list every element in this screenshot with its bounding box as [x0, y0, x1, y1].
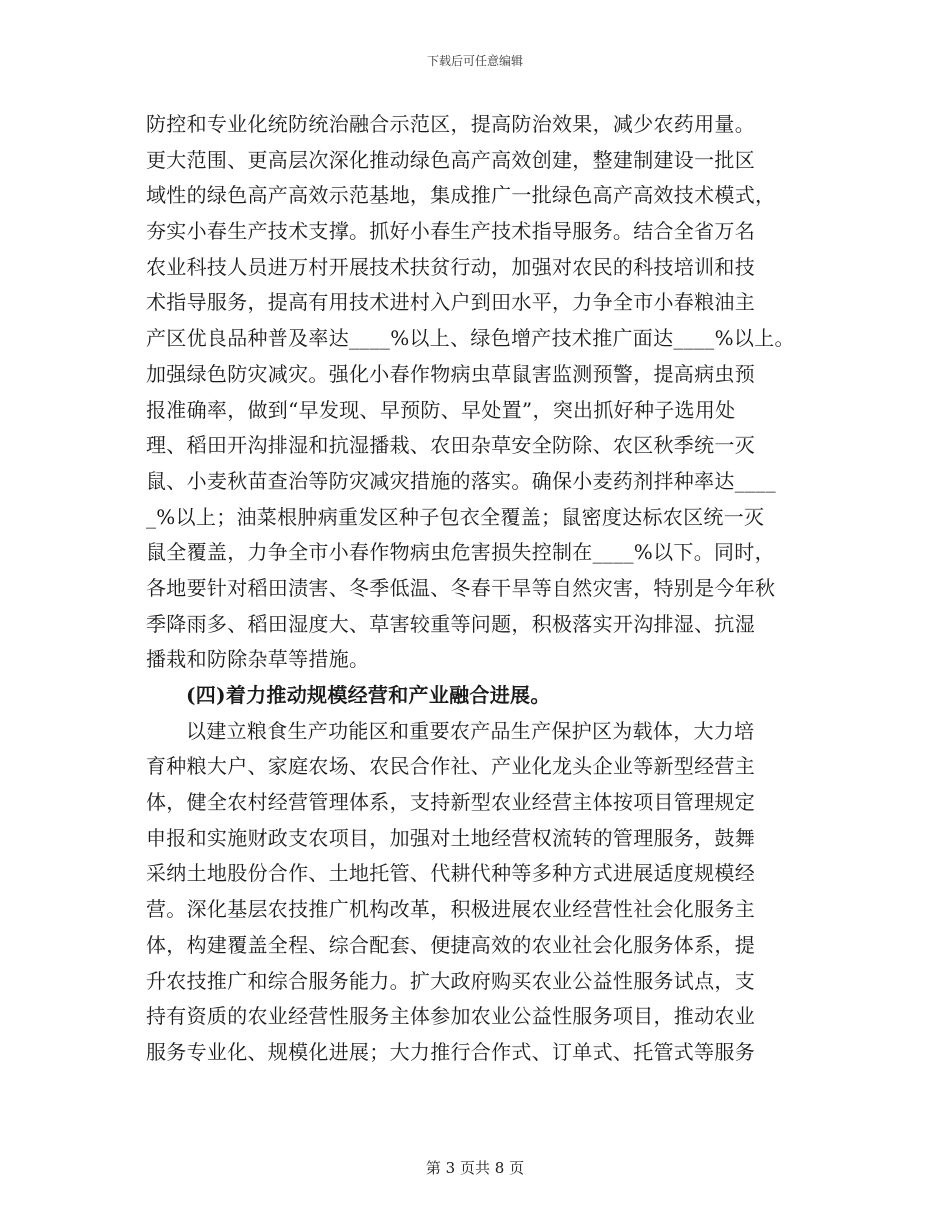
text-line: 农业科技人员进万村开展技术扶贫行动，加强对农民的科技培训和技	[146, 254, 755, 279]
text-line: 季降雨多、稻田湿度大、草害较重等问题，积极落实开沟排湿、抗湿	[146, 611, 755, 636]
paragraph-first-line: 以建立粮食生产功能区和重要农产品生产保护区为载体，大力培	[186, 718, 755, 743]
text-line: 营。深化基层农技推广机构改革，积极进展农业经营性社会化服务主	[146, 897, 755, 922]
text-line: 采纳土地股份合作、土地托管、代耕代种等多种方式进展适度规模经	[146, 861, 755, 886]
text-line: 各地要针对稻田渍害、冬季低温、冬春干旱等自然灾害，特别是今年秋	[146, 575, 776, 600]
text-line: 加强绿色防灾减灾。强化小春作物病虫草鼠害监测预警，提高病虫预	[146, 361, 755, 386]
section-heading: (四)着力推动规模经营和产业融合进展。	[186, 683, 551, 707]
text-line: 域性的绿色高产高效示范基地，集成推广一批绿色高产高效技术模式，	[146, 183, 776, 208]
page-header-note: 下载后可任意编辑	[426, 54, 523, 68]
text-line: 体，健全农村经营管理体系，支持新型农业经营主体按项目管理规定	[146, 790, 755, 815]
text-line: 理、稻田开沟排湿和抗湿播栽、农田杂草安全防除、农区秋季统一灭	[146, 433, 755, 458]
text-line: 报准确率，做到“早发现、早预防、早处置”，突出抓好种子选用处	[146, 397, 736, 422]
text-line: 防控和专业化统防统治融合示范区，提高防治效果，减少农药用量。	[146, 112, 755, 136]
text-line: 持有资质的农业经营性服务主体参加农业公益性服务项目，推动农业	[146, 1004, 755, 1029]
text-line: 鼠、小麦秋苗查治等防灾减灾措施的落实。确保小麦药剂拌种率达____	[146, 468, 776, 493]
text-line: 更大范围、更高层次深化推动绿色高产高效创建，整建制建设一批区	[146, 147, 755, 172]
document-body	[146, 107, 806, 1071]
text-line: 服务专业化、规模化进展；大力推行合作式、订单式、托管式等服务	[146, 1039, 755, 1064]
text-line: 产区优良品种普及率达____%以上、绿色增产技术推广面达____%以上。	[146, 326, 795, 351]
text-line: 育种粮大户、家庭农场、农民合作社、产业化龙头企业等新型经营主	[146, 754, 755, 779]
text-line: 术指导服务，提高有用技术进村入户到田水平，力争全市小春粮油主	[146, 290, 755, 315]
text-line: 体，构建覆盖全程、综合配套、便捷高效的农业社会化服务体系，提	[146, 932, 755, 957]
page-number: 第 3 页共 8 页	[425, 1159, 525, 1177]
text-line: _%以上；油菜根肿病重发区种子包衣全覆盖；鼠密度达标农区统一灭	[146, 504, 765, 529]
text-line: 鼠全覆盖，力争全市小春作物病虫危害损失控制在____%以下。同时，	[146, 540, 775, 565]
text-line: 播栽和防除杂草等措施。	[146, 647, 370, 672]
text-line: 升农技推广和综合服务能力。扩大政府购买农业公益性服务试点，支	[146, 968, 755, 993]
text-line: 夯实小春生产技术支撑。抓好小春生产技术指导服务。结合全省万名	[146, 219, 755, 244]
text-line: 申报和实施财政支农项目，加强对土地经营权流转的管理服务，鼓舞	[146, 825, 755, 850]
